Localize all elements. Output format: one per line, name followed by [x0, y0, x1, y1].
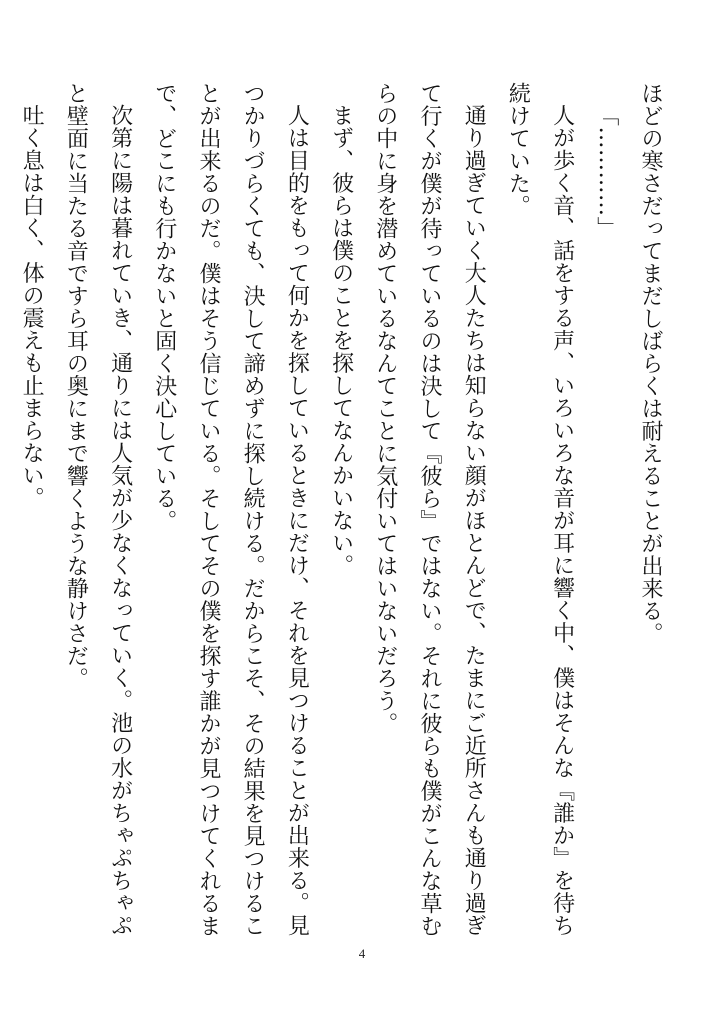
- page-number: 4: [358, 946, 366, 961]
- text-column: まず、彼らは僕のことを探してなんかいない。: [328, 104, 354, 577]
- text-column: ほどの寒さだってまだしばらくは耐えることが出来る。: [638, 82, 663, 645]
- text-column: 「…………」: [593, 104, 619, 239]
- text-column: 人は目的をもって何かを探しているときにだけ、それを見つけることが出来る。見: [284, 104, 310, 937]
- text-column: 通り過ぎていく大人たちは知らない顔がほとんどで、たまにご近所さんも通り過ぎ: [461, 104, 487, 937]
- text-column: と壁面に当たる音ですら耳の奥にまで響くような静けさだ。: [63, 82, 89, 690]
- text-column: 続けていた。: [505, 82, 531, 217]
- text-column: 吐く息は白く、体の震えも止まらない。: [19, 104, 45, 509]
- text-column: とが出来るのだ。僕はそう信じている。そしてその僕を探す誰かが見つけてくれるま: [195, 82, 221, 937]
- text-column: で、どこにも行かないと固く決心している。: [151, 82, 177, 532]
- vertical-text-body: [9, 82, 672, 952]
- text-column: て行くが僕が待っているのは決して『彼ら』ではない。それに彼らも僕がこんな草む: [416, 82, 442, 937]
- text-column: 次第に陽は暮れていき、通りには人気が少なくなっていく。池の水がちゃぷちゃぷ: [107, 104, 133, 937]
- text-column: 人が歩く音、話をする声、いろいろな音が耳に響く中、僕はそんな『誰か』を待ち: [549, 104, 575, 937]
- text-column: つかりづらくても、決して諦めずに探し続ける。だからこそ、その結果を見つけるこ: [240, 82, 266, 937]
- text-column: らの中に身を潜めているなんてことに気付いてはいないだろう。: [372, 82, 398, 735]
